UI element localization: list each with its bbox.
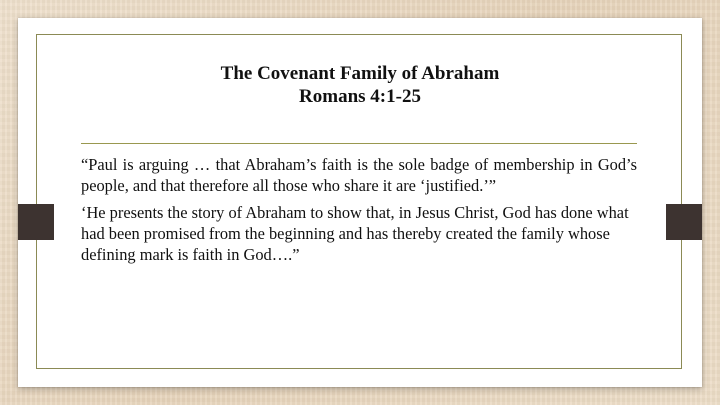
left-tab-decoration [18, 204, 54, 240]
title-divider [81, 143, 637, 144]
title-line-1: The Covenant Family of Abraham [220, 63, 500, 84]
body-text [81, 154, 637, 271]
right-tab-decoration [666, 204, 702, 240]
slide [18, 18, 702, 387]
slide-title [54, 62, 666, 108]
title-line-2: Romans 4:1-25 [299, 86, 421, 107]
quote-paragraph-2: ‘He presents the story of Abraham to show that, in Jesus Christ, God has done what had been promised from the beginning and has thereby created the family whose defining mark is faith in God….” [81, 203, 629, 264]
quote-paragraph-1: “Paul is arguing … that Abraham’s faith is the sole badge of membership in God’s people, and that therefore all those who share it are ‘justified.’” [81, 155, 637, 195]
